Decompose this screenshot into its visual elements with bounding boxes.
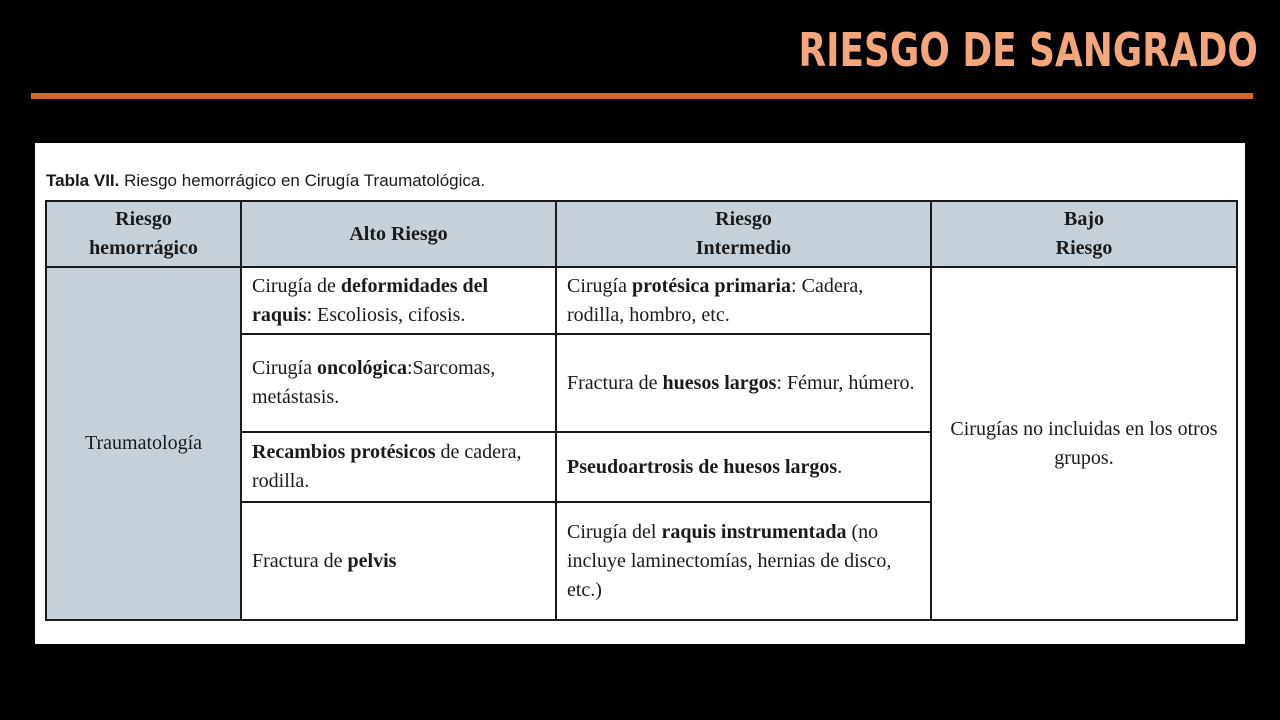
header-text: Intermedio: [695, 237, 792, 259]
header-bajo-riesgo: [931, 201, 1237, 267]
cell-text-bold: Recambios protésicos: [252, 441, 436, 463]
header-riesgo-hemorragico: [46, 201, 241, 267]
high-risk-cell: [241, 432, 556, 502]
cell-text: de cadera, rodilla.: [252, 441, 522, 492]
header-text: Riesgo: [115, 208, 172, 230]
slide-title: RIESGO DE SANGRADO: [798, 23, 1258, 77]
mid-risk-cell: [556, 502, 931, 620]
high-risk-cell: [241, 267, 556, 334]
table-header-row: [46, 201, 1237, 267]
cell-text: :Sarcomas, metástasis.: [252, 357, 496, 408]
low-risk-cell: Cirugías no incluidas en los otros grupos.: [931, 267, 1237, 620]
cell-text-bold: Pseudoartrosis de huesos largos: [567, 455, 838, 478]
caption-label: Tabla VII.: [46, 171, 120, 190]
mid-risk-cell: [556, 334, 931, 432]
table-caption: [46, 171, 485, 191]
high-risk-cell: [241, 502, 556, 620]
cell-text: (no incluye laminectomías, hernias de disco, etc.): [567, 520, 892, 601]
cell-text: : Fémur, húmero.: [776, 371, 915, 394]
cell-text-bold: pelvis: [347, 549, 397, 572]
cell-text: .: [837, 455, 843, 478]
table-row: [46, 267, 1237, 334]
header-text: hemorrágico: [89, 237, 198, 259]
cell-text-bold: deformidades del raquis: [252, 274, 489, 326]
cell-text-bold: protésica primaria: [632, 274, 792, 297]
cell-text-bold: huesos largos: [662, 371, 777, 394]
cell-text: Cirugía: [252, 357, 317, 379]
risk-table: [45, 200, 1238, 621]
header-text: Bajo: [1064, 208, 1104, 230]
cell-text: Fractura de: [252, 549, 348, 572]
cell-text: Cirugía: [567, 274, 632, 297]
header-riesgo-intermedio: [556, 201, 931, 267]
caption-text: Riesgo hemorrágico en Cirugía Traumatológica.: [119, 171, 486, 190]
cell-text: Fractura de: [567, 371, 663, 394]
cell-text-bold: oncológica: [317, 357, 407, 379]
row-label-traumatologia: Traumatología: [46, 267, 241, 620]
header-text: Riesgo: [1055, 237, 1113, 259]
header-text: Riesgo: [715, 208, 772, 230]
cell-text-bold: raquis instrumentada: [661, 520, 847, 543]
cell-text: : Cadera, rodilla, hombro, etc.: [567, 274, 864, 326]
table-figure: [35, 143, 1245, 644]
cell-text: Cirugía de: [252, 274, 341, 297]
mid-risk-cell: [556, 432, 931, 502]
cell-text: : Escoliosis, cifosis.: [306, 303, 466, 326]
title-underline: [31, 93, 1253, 99]
high-risk-cell: [241, 334, 556, 432]
cell-text: Cirugía del: [567, 520, 662, 543]
header-alto-riesgo: Alto Riesgo: [241, 201, 556, 267]
mid-risk-cell: [556, 267, 931, 334]
